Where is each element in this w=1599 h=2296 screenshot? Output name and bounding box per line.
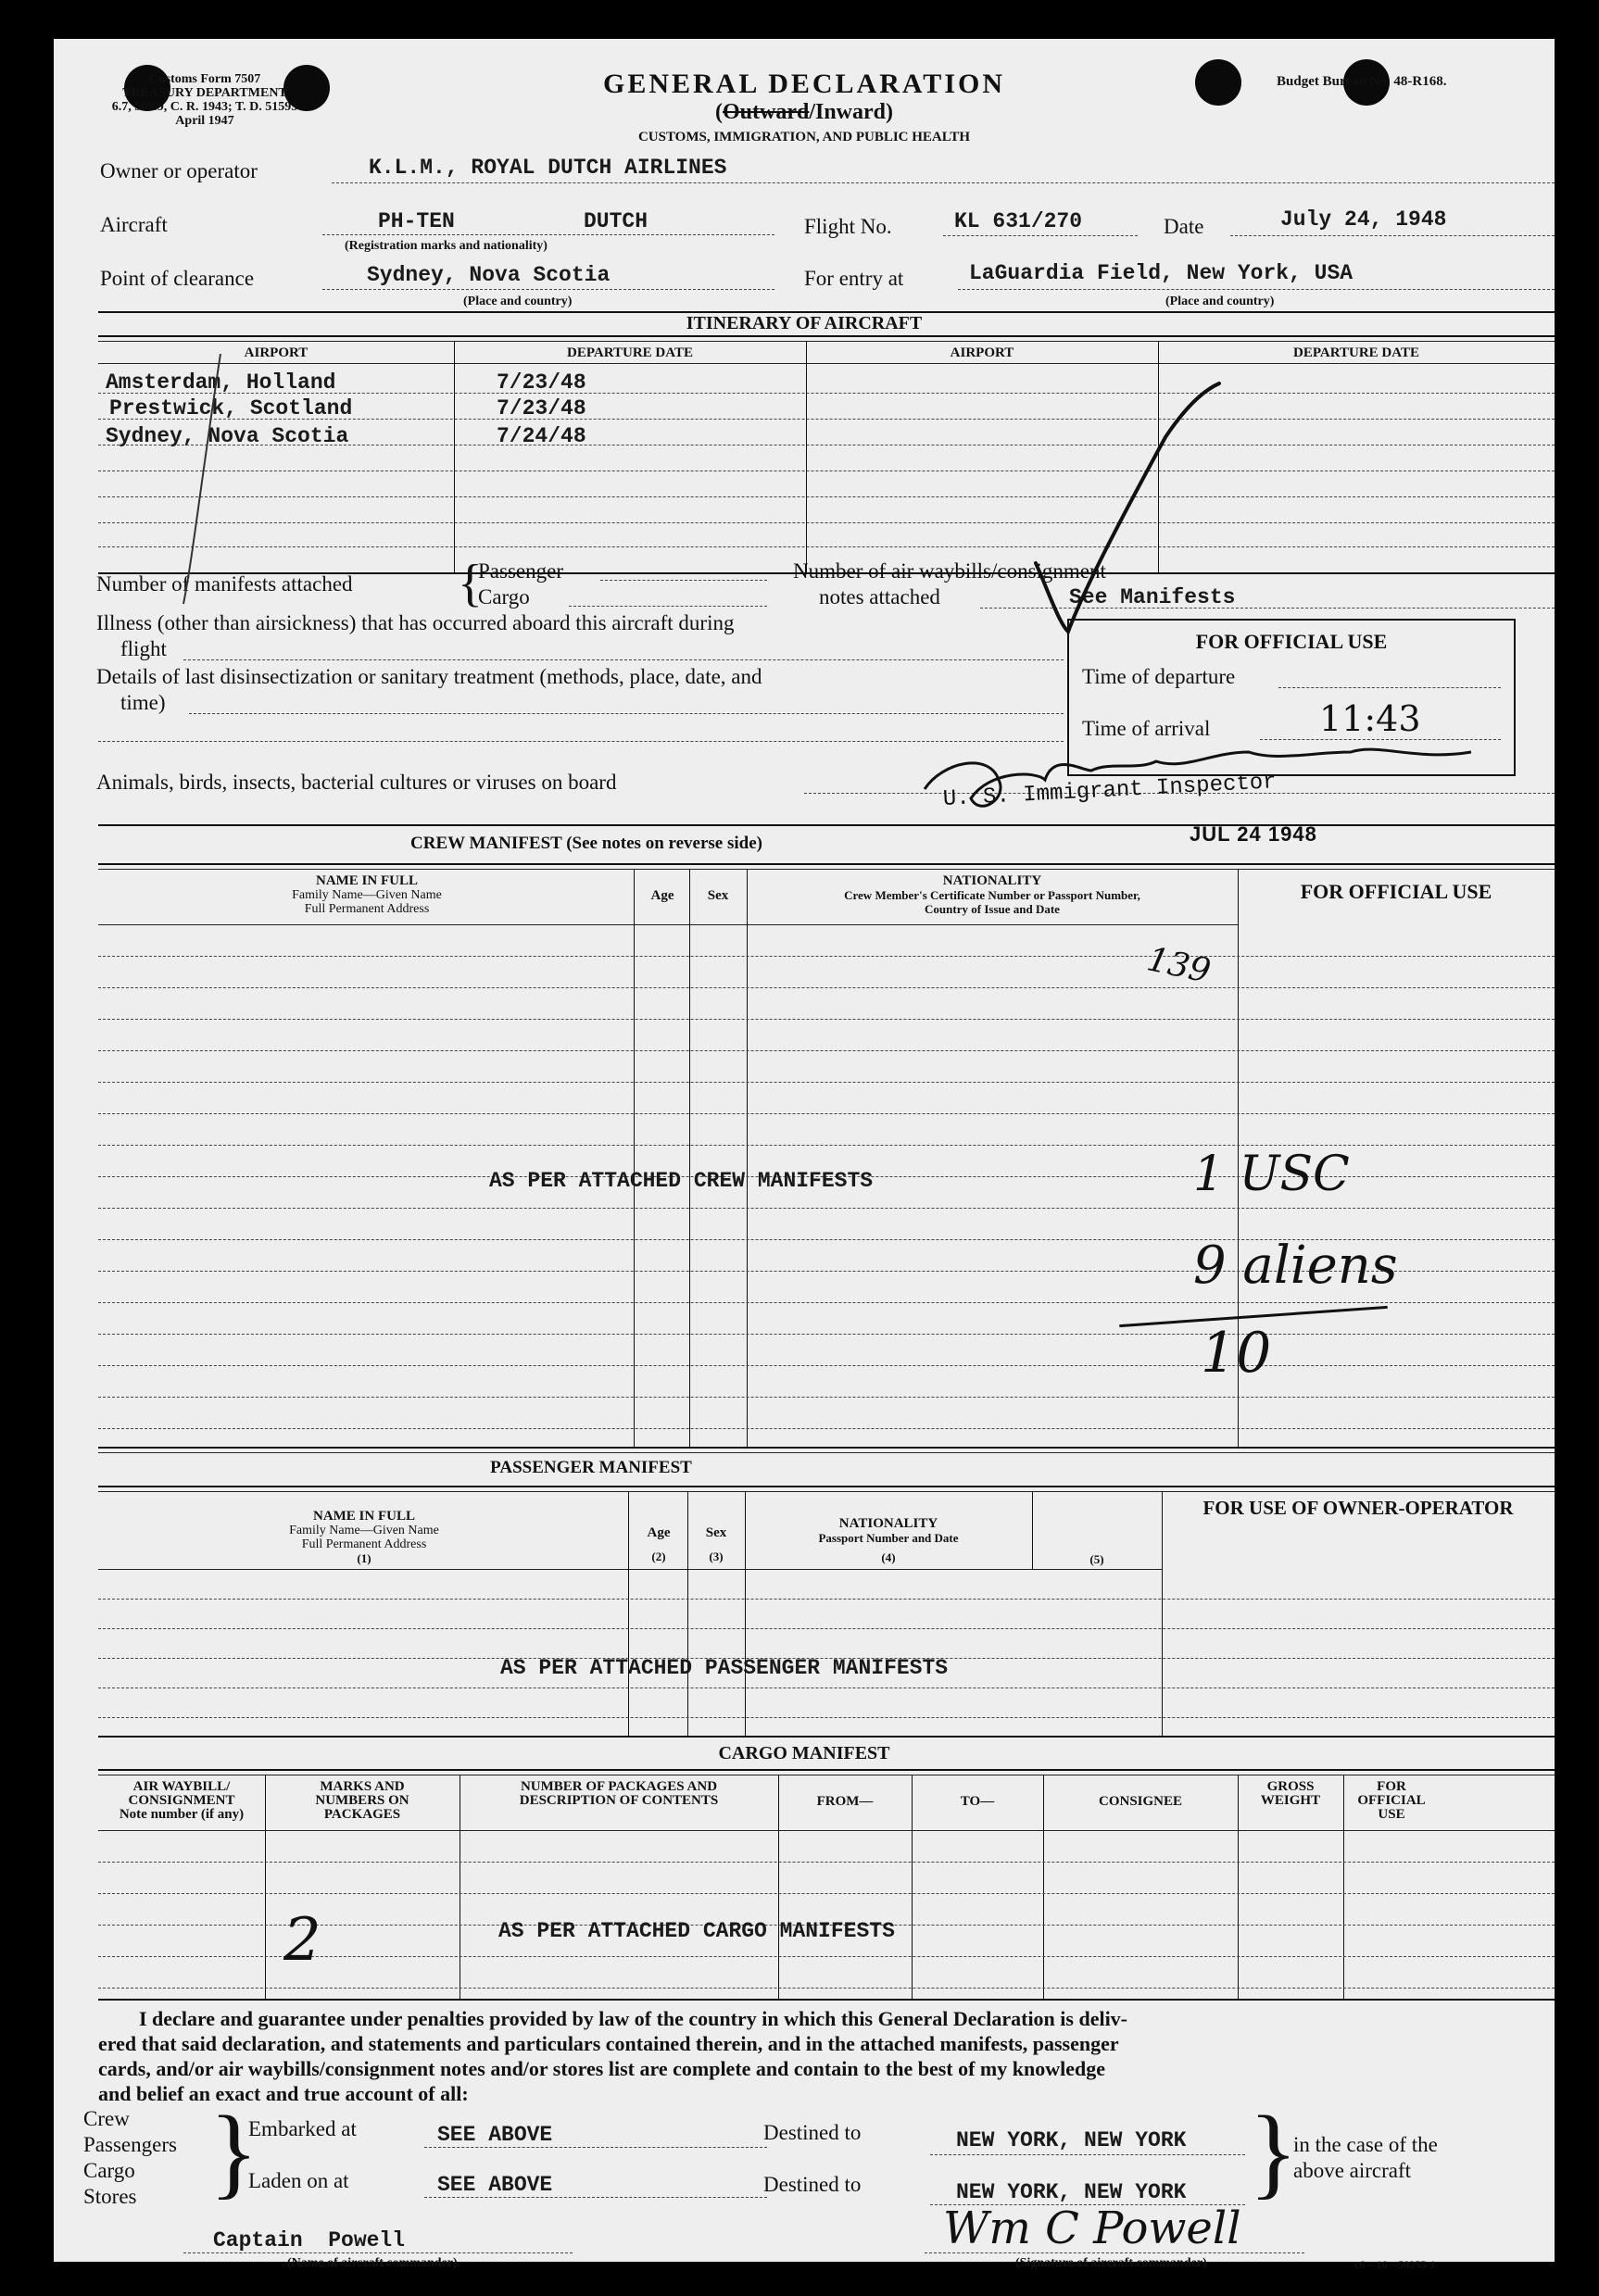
crew-col-nat-2: Crew Member's Certificate Number or Passport Number, bbox=[844, 888, 1140, 902]
passenger-col-name-4: (1) bbox=[357, 1551, 371, 1565]
cargo-col-waybill-line: Note number (if any) bbox=[119, 1807, 245, 1822]
itin-header-airport-1: AIRPORT bbox=[244, 345, 308, 360]
passenger-body: AS PER ATTACHED PASSENGER MANIFESTS bbox=[500, 1656, 949, 1680]
declaration-brace: } bbox=[209, 2095, 258, 2208]
passenger-col-nat-2: Passport Number and Date bbox=[818, 1531, 959, 1545]
declaration-line: cards, and/or air waybills/consignment notes and/or stores list are complete and contain to the best of my knowledge bbox=[98, 2057, 1105, 2080]
crew-note-number: 139 bbox=[1143, 940, 1215, 991]
crew-col-official: FOR OFFICIAL USE bbox=[1300, 880, 1492, 903]
form-agencies: CUSTOMS, IMMIGRATION, AND PUBLIC HEALTH bbox=[637, 130, 971, 144]
check-mark bbox=[1036, 383, 1219, 632]
disinsect-label: Details of last disinsectization or sanitary treatment (methods, place, date, and bbox=[96, 665, 762, 688]
declaration-item: Cargo bbox=[83, 2159, 135, 2182]
manifests-label: Number of manifests attached bbox=[96, 572, 353, 596]
commander-caption: (Name of aircraft commander) bbox=[287, 2256, 458, 2270]
passenger-col-age-2: (2) bbox=[651, 1549, 666, 1563]
cargo-hand-note: 2 bbox=[283, 1906, 321, 1975]
itinerary-title: ITINERARY OF AIRCRAFT bbox=[686, 313, 923, 333]
passenger-col-nat-3: (4) bbox=[881, 1550, 896, 1564]
itin-row-date: 7/23/48 bbox=[497, 370, 586, 395]
cargo-title: CARGO MANIFEST bbox=[718, 1743, 890, 1763]
aircraft-reg: PH-TEN bbox=[378, 209, 455, 233]
declaration-item: Stores bbox=[83, 2185, 137, 2208]
owner-value: K.L.M., ROYAL DUTCH AIRLINES bbox=[369, 156, 727, 180]
disinsect-label-2: time) bbox=[120, 691, 166, 714]
cargo-col-waybill-line: CONSIGNMENT bbox=[128, 1793, 235, 1808]
form-info: Customs Form 7507 TREASURY DEPARTMENT 6.7, 509.9, C. R. 1943; T. D. 51595 April 1947 bbox=[111, 72, 298, 128]
crew-col-sex: Sex bbox=[707, 888, 729, 903]
passenger-col-name-3: Full Permanent Address bbox=[301, 1537, 427, 1551]
itin-row-airport: Amsterdam, Holland bbox=[106, 370, 336, 395]
aircraft-label: Aircraft bbox=[100, 213, 168, 236]
date-value: July 24, 1948 bbox=[1280, 207, 1447, 232]
embarked-label: Embarked at bbox=[248, 2117, 357, 2140]
destined-value-1: NEW YORK, NEW YORK bbox=[956, 2128, 1187, 2152]
declaration-line: and belief an exact and true account of all: bbox=[98, 2082, 469, 2105]
crew-col-name-3: Full Permanent Address bbox=[304, 902, 430, 916]
commander-signature: Wm C Powell bbox=[943, 2202, 1241, 2254]
waybills-label: Number of air waybills/consignment bbox=[793, 559, 1106, 583]
clearance-label: Point of clearance bbox=[100, 267, 255, 290]
crew-note-aliens: 9 aliens bbox=[1193, 1236, 1398, 1296]
illness-label-2: flight bbox=[120, 637, 167, 660]
cargo-body: AS PER ATTACHED CARGO MANIFESTS bbox=[498, 1919, 895, 1943]
declaration-item: Crew bbox=[83, 2107, 130, 2130]
cargo-col-waybill-line: AIR WAYBILL/ bbox=[132, 1779, 231, 1794]
laden-label: Laden on at bbox=[248, 2169, 349, 2192]
cargo-col-consignee-line: CONSIGNEE bbox=[1098, 1794, 1183, 1809]
cargo-col-weight-line: WEIGHT bbox=[1260, 1793, 1321, 1808]
declaration-line: ered that said declaration, and statements and particulars contained therein, and in the attached manifests, passenger bbox=[98, 2032, 1119, 2055]
cargo-col-marks-line: PACKAGES bbox=[323, 1807, 401, 1822]
cargo-col-from-line: FROM— bbox=[816, 1794, 874, 1809]
inspector-signature bbox=[925, 749, 1471, 806]
arrival-time-label: Time of arrival bbox=[1082, 717, 1211, 740]
waybills-value: See Manifests bbox=[1069, 585, 1236, 609]
laden-value: SEE ABOVE bbox=[437, 2173, 553, 2197]
aircraft-caption: (Registration marks and nationality) bbox=[345, 239, 548, 253]
crew-col-name-2: Family Name—Given Name bbox=[292, 888, 442, 902]
crew-col-name-1: NAME IN FULL bbox=[315, 873, 418, 888]
destined-value-2: NEW YORK, NEW YORK bbox=[956, 2180, 1187, 2204]
declaration-line: I declare and guarantee under penalties provided by law of the country in which this General Declaration is deliv- bbox=[139, 2007, 1128, 2030]
cargo-col-official-line: OFFICIAL bbox=[1357, 1793, 1426, 1808]
itin-row-airport: Prestwick, Scotland bbox=[109, 396, 353, 420]
entry-value: LaGuardia Field, New York, USA bbox=[969, 261, 1353, 285]
form-subtitle: (Outward/Inward) bbox=[714, 100, 894, 124]
itin-row-airport: Sydney, Nova Scotia bbox=[106, 424, 349, 448]
cargo-col-official-line: FOR bbox=[1377, 1779, 1406, 1794]
case-label-2: above aircraft bbox=[1293, 2159, 1412, 2182]
itin-header-date-1: DEPARTURE DATE bbox=[566, 345, 693, 360]
crew-note-usc: 1 USC bbox=[1193, 1147, 1350, 1202]
flight-value: KL 631/270 bbox=[954, 209, 1083, 233]
commander-name: Captain Powell bbox=[213, 2228, 406, 2252]
date-label: Date bbox=[1164, 215, 1204, 238]
case-label-1: in the case of the bbox=[1293, 2133, 1438, 2156]
embarked-value: SEE ABOVE bbox=[437, 2123, 553, 2147]
passenger-col-age-1: Age bbox=[647, 1525, 671, 1540]
passenger-col-name-2: Family Name—Given Name bbox=[289, 1524, 439, 1537]
cargo-count-label: Cargo bbox=[478, 585, 530, 609]
flight-label: Flight No. bbox=[804, 215, 892, 238]
itin-row-date: 7/23/48 bbox=[497, 396, 586, 420]
illness-label: Illness (other than airsickness) that has occurred aboard this aircraft during bbox=[96, 611, 735, 634]
cargo-col-packages-line: DESCRIPTION OF CONTENTS bbox=[519, 1793, 719, 1808]
crew-note-total: 10 bbox=[1201, 1321, 1272, 1386]
itinerary-curve bbox=[183, 354, 220, 604]
passenger-col-sex-2: (3) bbox=[709, 1549, 724, 1563]
entry-caption: (Place and country) bbox=[1165, 295, 1275, 308]
cargo-col-weight-line: GROSS bbox=[1266, 1779, 1315, 1794]
handwritten-marks bbox=[54, 39, 1555, 2262]
clearance-caption: (Place and country) bbox=[463, 295, 573, 308]
destined-label-1: Destined to bbox=[763, 2121, 862, 2144]
cargo-col-to-line: TO— bbox=[960, 1794, 995, 1809]
itin-header-airport-2: AIRPORT bbox=[950, 345, 1014, 360]
entry-label: For entry at bbox=[804, 267, 904, 290]
cargo-col-official-line: USE bbox=[1378, 1807, 1405, 1822]
official-use-title: FOR OFFICIAL USE bbox=[1195, 630, 1388, 653]
owner-label: Owner or operator bbox=[100, 159, 258, 182]
stamp-date: JUL 24 1948 bbox=[1190, 822, 1317, 846]
subtitle-struck: Outward bbox=[722, 100, 810, 124]
cargo-col-marks-line: MARKS AND bbox=[320, 1779, 405, 1794]
general-declaration-form bbox=[54, 39, 1555, 2271]
animals-label: Animals, birds, insects, bacterial cultures or viruses on board bbox=[96, 771, 617, 794]
clearance-value: Sydney, Nova Scotia bbox=[367, 263, 611, 287]
crew-body: AS PER ATTACHED CREW MANIFESTS bbox=[489, 1169, 874, 1193]
form-title: GENERAL DECLARATION bbox=[602, 69, 1005, 99]
passenger-title: PASSENGER MANIFEST bbox=[490, 1458, 692, 1477]
aircraft-nationality: DUTCH bbox=[584, 209, 648, 233]
crew-col-nat-1: NATIONALITY bbox=[942, 873, 1042, 888]
itin-row-date: 7/24/48 bbox=[497, 424, 586, 448]
crew-col-nat-3: Country of Issue and Date bbox=[925, 902, 1060, 916]
itin-header-date-2: DEPARTURE DATE bbox=[1292, 345, 1419, 360]
passenger-col-name-1: NAME IN FULL bbox=[312, 1509, 415, 1524]
passenger-count-label: Passenger bbox=[478, 559, 563, 583]
declaration-item: Passengers bbox=[83, 2133, 177, 2156]
subtitle-rest: /Inward) bbox=[809, 100, 894, 124]
cargo-col-marks-line: NUMBERS ON bbox=[315, 1793, 409, 1808]
passenger-col-owner: FOR USE OF OWNER-OPERATOR bbox=[1202, 1497, 1514, 1519]
arrival-time-value: 11:43 bbox=[1319, 698, 1421, 739]
passenger-col-sex-1: Sex bbox=[705, 1525, 727, 1540]
case-brace: } bbox=[1249, 2095, 1298, 2208]
budget-number: Budget Bureau No. 48-R168. bbox=[1277, 74, 1447, 89]
passenger-col-nat-1: NATIONALITY bbox=[838, 1516, 938, 1531]
waybills-label-2: notes attached bbox=[819, 585, 940, 609]
signature-caption: (Signature of aircraft commander) bbox=[1015, 2256, 1207, 2270]
departure-time-label: Time of departure bbox=[1082, 665, 1236, 688]
form-code: c6—16—58255-1 bbox=[1354, 2258, 1436, 2271]
passenger-col-5: (5) bbox=[1089, 1552, 1104, 1566]
manifests-brace: { bbox=[458, 555, 483, 612]
destined-label-2: Destined to bbox=[763, 2173, 862, 2196]
cargo-col-packages-line: NUMBER OF PACKAGES AND bbox=[520, 1779, 718, 1794]
crew-col-age: Age bbox=[650, 888, 674, 903]
crew-title: CREW MANIFEST (See notes on reverse side) bbox=[410, 834, 762, 853]
inspector-stamp: U. S. Immigrant Inspector bbox=[942, 770, 1278, 812]
